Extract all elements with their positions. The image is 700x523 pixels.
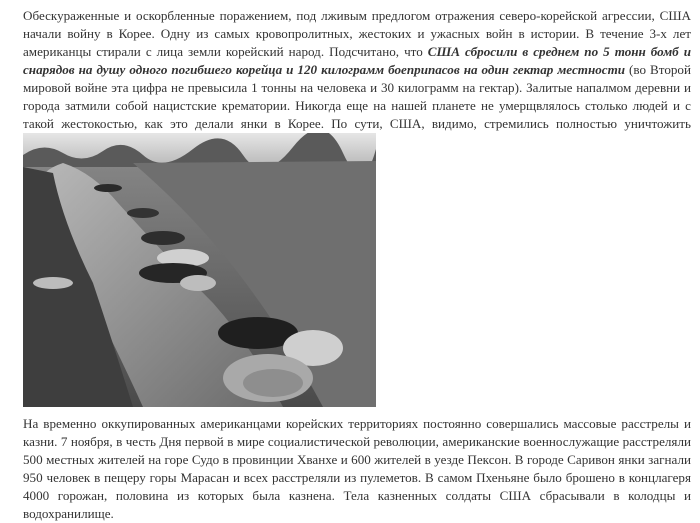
- paragraph-intro-text-1: Обескураженные и оскорбленные поражением, под лживым предлогом отражения северо-корейской агрессии, США начали войну в Корее. Одну из самых кровопролитных, жестоких и ужасных войн в истории. В течение 3-х лет американцы стирали с лица земли корейский народ. Подсчитано, что: [23, 8, 691, 59]
- paragraph-intro: [23, 7, 691, 151]
- paragraph-intro-emphasis: США сбросили в среднем по 5 тонн бомб и снарядов на душу одного погибшего корейца и 120 килограмм боеприпасов на один гектар местности: [23, 44, 692, 77]
- paragraph-executions: На временно оккупированных американцами корейских территориях постоянно совершались массовые расстрелы и казни. 7 ноября, в честь Дня первой в мире социалистической революции, американские военнослужащие расстреляли 500 местных жителей на горе Судо в провинции Хванхе и 600 жителей в уезде Пексон. В городе Саривон янки загнали 950 человек в пещеру горы Марасан и всех расстреляли из пулеметов. В самом Пхеньяне было брошено в концлагеря 4000 горожан, половина из которых была казнена. Тела казненных солдаты США сбрасывали в колодцы и водохранилище.: [23, 416, 691, 521]
- article-photo: [23, 133, 376, 407]
- paragraph-intro-text-2: (во Второй мировой войне эта цифра не превысила 1 тонны на человека и 30 килограмм на гектар). Залитые напалмом деревни и города затмили собой нацистские крематории. Никогда еще на нашей планете не умерщвлялось столько людей и с такой жестокостью, как это делали янки в Корее. По сути, США, видимо, стремились полностью уничтожить: [23, 62, 691, 131]
